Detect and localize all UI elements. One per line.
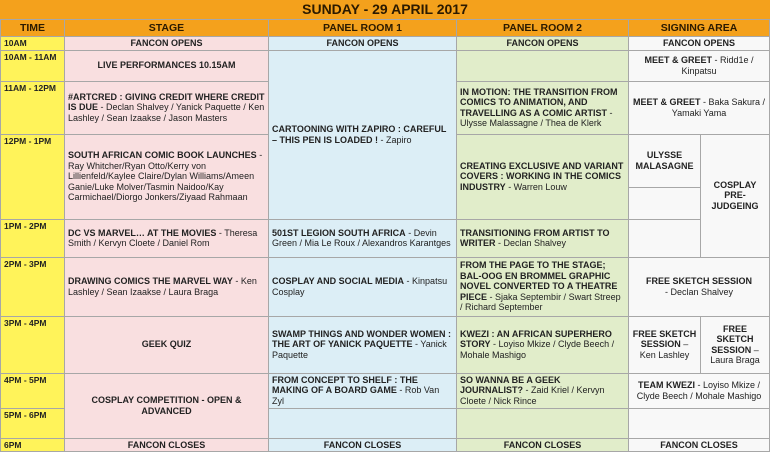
session-title: SWAMP THINGS AND WONDER WOMEN : THE ART OF YANICK PAQUETTE bbox=[272, 328, 451, 350]
session-speakers: – Laura Braga bbox=[710, 344, 760, 365]
p2-empty-10-11 bbox=[457, 50, 629, 81]
session-title: MEET & GREET bbox=[632, 97, 701, 107]
sign-meet-greet-baka bbox=[629, 81, 770, 134]
session-title: FREE SKETCH SESSION bbox=[711, 323, 754, 355]
session-speakers: - Ridd1e / Kinpatsu bbox=[681, 55, 754, 76]
session-title: CREATING EXCLUSIVE AND VARIANT COVERS : WORKING IN THE COMICS INDUSTRY bbox=[460, 160, 624, 192]
schedule-table bbox=[0, 19, 770, 452]
sign-empty-5-6 bbox=[629, 408, 770, 438]
session-speakers: - Ken Lashley / Sean Izaakse / Laura Braga bbox=[68, 276, 257, 297]
p1-fancon-closes: FANCON CLOSES bbox=[269, 438, 457, 452]
session-title: CARTOONING WITH ZAPIRO : CAREFUL – THIS PEN IS LOADED ! bbox=[272, 124, 447, 145]
session-title: SOUTH AFRICAN COMIC BOOK LAUNCHES bbox=[68, 150, 257, 161]
sign-free-sketch-laura bbox=[701, 316, 770, 373]
stage-drawing-marvel bbox=[65, 257, 269, 316]
session-speakers: - Declan Shalvey / Yanick Paquette / Ken Lashley / Sean Izaakse / Jason Masters bbox=[68, 102, 265, 123]
p1-concept-to-shelf bbox=[269, 373, 457, 408]
time-label: 3PM - 4PM bbox=[1, 316, 65, 373]
session-speakers: - Kinpatsu Cosplay bbox=[272, 276, 448, 297]
time-row-6pm bbox=[1, 438, 770, 452]
session-speakers: - Devin Green / Mia Le Roux / Alexandros Karantges bbox=[272, 227, 451, 248]
session-speakers: - Rob Van Zyl bbox=[272, 385, 440, 406]
session-title: MEET & GREET bbox=[644, 55, 712, 65]
col-header-panel-room-2: PANEL ROOM 2 bbox=[457, 20, 629, 37]
session-speakers: - Loyiso Mkize / Clyde Beech / Mohale Mashigo bbox=[636, 380, 762, 401]
time-label: 1PM - 2PM bbox=[1, 219, 65, 257]
session-speakers: - Theresa Smith / Kervyn Cloete / Daniel Rom bbox=[68, 227, 258, 248]
sign-empty-1-2 bbox=[629, 219, 701, 257]
p2-fancon-closes: FANCON CLOSES bbox=[457, 438, 629, 452]
session-speakers: - Declan Shalvey bbox=[664, 286, 734, 297]
session-speakers: - Baka Sakura / Yamaki Yama bbox=[671, 97, 766, 118]
session-title: SO WANNA BE A GEEK JOURNALIST? bbox=[460, 374, 561, 396]
session-title: FREE SKETCH SESSION bbox=[645, 276, 753, 286]
time-row-4-5 bbox=[1, 373, 770, 408]
session-speakers: - Ulysse Malassagne / Thea de Klerk bbox=[460, 107, 613, 128]
sign-empty-12-1 bbox=[629, 187, 701, 219]
p2-variant-covers bbox=[457, 134, 629, 219]
time-label: 2PM - 3PM bbox=[1, 257, 65, 316]
p1-501st-legion bbox=[269, 219, 457, 257]
time-label: 6PM bbox=[1, 438, 65, 452]
sign-fancon-opens: FANCON OPENS bbox=[629, 37, 770, 51]
sign-fancon-closes: FANCON CLOSES bbox=[629, 438, 770, 452]
stage-dc-vs-marvel bbox=[65, 219, 269, 257]
session-speakers: - Zapiro bbox=[380, 134, 412, 145]
p1-fancon-opens: FANCON OPENS bbox=[269, 37, 457, 51]
schedule-title: SUNDAY - 29 APRIL 2017 bbox=[0, 0, 770, 19]
p2-in-motion bbox=[457, 81, 629, 134]
session-title: DRAWING COMICS THE MARVEL WAY bbox=[68, 276, 233, 286]
stage-sa-comic-launches bbox=[65, 134, 269, 219]
time-label: 11AM - 12PM bbox=[1, 81, 65, 134]
session-title: FROM THE PAGE TO THE STAGE; BAL-OOG EN BROMMEL GRAPHIC NOVEL CONVERTED TO A THEATRE PIECE bbox=[460, 260, 618, 302]
session-title: KWEZI : AN AFRICAN SUPERHERO STORY bbox=[460, 328, 612, 350]
sign-free-sketch-declan bbox=[629, 257, 770, 316]
session-title: TEAM KWEZI bbox=[637, 380, 695, 390]
sign-meet-greet-riddle bbox=[629, 50, 770, 81]
p2-artist-to-writer bbox=[457, 219, 629, 257]
col-header-time: TIME bbox=[1, 20, 65, 37]
p1-cosplay-social bbox=[269, 257, 457, 316]
time-label: 5PM - 6PM bbox=[1, 408, 65, 438]
session-speakers: - Declan Shalvey bbox=[498, 238, 567, 248]
col-header-panel-room-1: PANEL ROOM 1 bbox=[269, 20, 457, 37]
p2-fancon-opens: FANCON OPENS bbox=[457, 37, 629, 51]
session-title: DC VS MARVEL… AT THE MOVIES bbox=[68, 227, 217, 238]
time-row-10am bbox=[1, 37, 770, 51]
session-speakers: - Sjaka Septembir / Swart Streep / Richard September bbox=[460, 291, 621, 313]
p1-empty-5-6 bbox=[269, 408, 457, 438]
session-speakers: - Yanick Paquette bbox=[272, 339, 447, 360]
stage-fancon-closes: FANCON CLOSES bbox=[65, 438, 269, 452]
session-title: #ARTCRED : GIVING CREDIT WHERE CREDIT IS DUE bbox=[68, 91, 265, 113]
stage-artcred bbox=[65, 81, 269, 134]
session-speakers: – Ken Lashley bbox=[639, 339, 690, 360]
session-title: FREE SKETCH SESSION bbox=[632, 328, 697, 350]
sign-ulysse: ULYSSE MALASAGNE bbox=[629, 134, 701, 187]
time-row-2-3 bbox=[1, 257, 770, 316]
p2-page-to-stage bbox=[457, 257, 629, 316]
time-row-3-4 bbox=[1, 316, 770, 373]
stage-cosplay-competition: COSPLAY COMPETITION - OPEN & ADVANCED bbox=[65, 373, 269, 438]
p2-kwezi bbox=[457, 316, 629, 373]
time-label: 10AM bbox=[1, 37, 65, 51]
session-speakers: - Loyiso Mkize / Clyde Beech / Mohale Mashigo bbox=[460, 339, 615, 360]
time-row-10-11 bbox=[1, 50, 770, 81]
session-speakers: - Zaid Kriel / Kervyn Cloete / Nick Rince bbox=[460, 385, 605, 406]
stage-geek-quiz: GEEK QUIZ bbox=[65, 316, 269, 373]
session-title: IN MOTION: THE TRANSITION FROM COMICS TO ANIMATION, AND TRAVELLING AS A COMIC ARTIST bbox=[460, 86, 618, 118]
p2-geek-journalist bbox=[457, 373, 629, 408]
session-title: TRANSITIONING FROM ARTIST TO WRITER bbox=[460, 227, 610, 248]
time-label: 10AM - 11AM bbox=[1, 50, 65, 81]
session-title: COSPLAY AND SOCIAL MEDIA bbox=[272, 276, 405, 286]
time-row-1-2 bbox=[1, 219, 770, 257]
time-label: 4PM - 5PM bbox=[1, 373, 65, 408]
session-speakers: - Warren Louw bbox=[508, 181, 567, 192]
p1-swamp-things bbox=[269, 316, 457, 373]
time-label: 12PM - 1PM bbox=[1, 134, 65, 219]
sign-cosplay-prejudging: COSPLAY PRE-JUDGEING bbox=[701, 134, 770, 257]
session-speakers: - Ray Whitcher/Ryan Otto/Kerry von Lillienfeld/Kaylee Claire/Dylan Williams/Ameen Ganie/Luke Molver/Tasmin Naidoo/Kay Carmichael/Diorgo Jonkers/Ziyaad Rahmaan bbox=[68, 150, 263, 203]
stage-fancon-opens: FANCON OPENS bbox=[65, 37, 269, 51]
sign-free-sketch-ken bbox=[629, 316, 701, 373]
session-title: 501ST LEGION SOUTH AFRICA bbox=[272, 227, 406, 238]
p1-cartooning-zapiro bbox=[269, 50, 457, 219]
session-title: FROM CONCEPT TO SHELF : THE MAKING OF A BOARD GAME bbox=[272, 374, 418, 396]
p2-empty-5-6 bbox=[457, 408, 629, 438]
stage-live-performances: LIVE PERFORMANCES 10.15AM bbox=[65, 50, 269, 81]
col-header-signing-area: SIGNING AREA bbox=[629, 20, 770, 37]
col-header-stage: STAGE bbox=[65, 20, 269, 37]
sign-team-kwezi bbox=[629, 373, 770, 408]
header-row bbox=[1, 20, 770, 37]
